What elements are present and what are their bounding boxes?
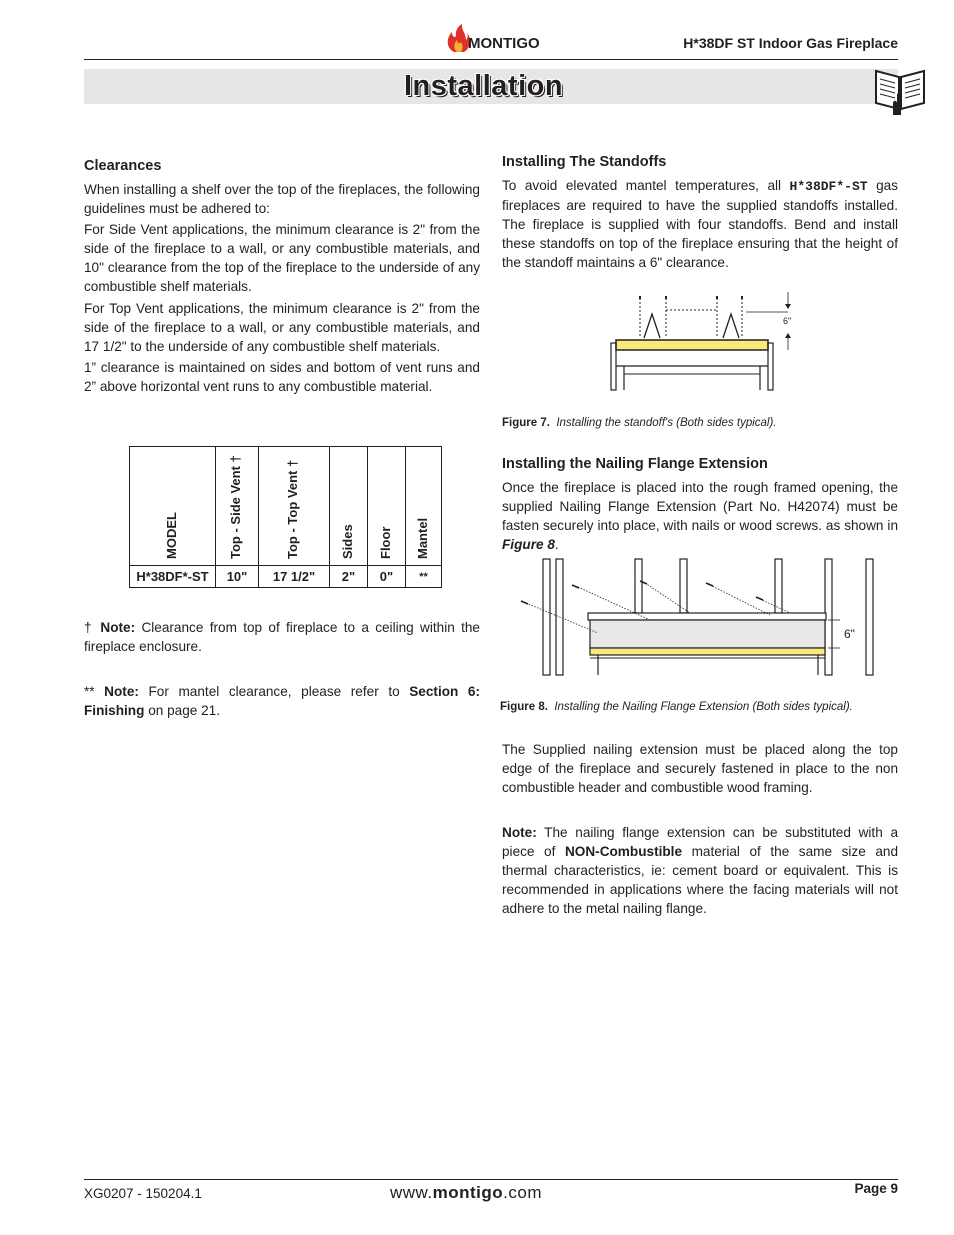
table-header-cell: Floor (368, 447, 406, 566)
section-title: Installation (404, 70, 564, 102)
ceiling-clearance-note: † Note: Clearance from top of fireplace to a ceiling within the fireplace enclosure. (84, 620, 480, 654)
open-manual-icon (873, 65, 927, 117)
figure-8-caption: Figure 8. Installing the Nailing Flange Extension (Both sides typical). (500, 701, 853, 713)
table-header-cell: MODEL (130, 447, 216, 566)
table-cell: 0" (368, 566, 406, 588)
section-6-reference: Section 6: Finishing (84, 684, 480, 718)
header-rule (84, 59, 898, 60)
nailing-extension-placement-paragraph: The Supplied nailing extension must be placed along the top edge of the fireplace and securely fastened in place to the non combustible header and combustible wood framing. (502, 742, 898, 795)
table-cell: 2" (330, 566, 368, 588)
standoffs-paragraph: To avoid elevated mantel temperatures, all H*38DF*-ST gas fireplaces are required to have the supplied standoffs installed. The fireplace is supplied with four standoffs. Bend and install these standoffs on top of the fireplace ensuring that the height of the standoff maintains a 6" clearance. (502, 178, 898, 270)
nailing-flange-paragraph: Once the fireplace is placed into the rough framed opening, the supplied Nailing Flange Extension (Part No. H42074) must be fasten securely into place, with nails or wood screws. as shown in Figure 8. (502, 480, 898, 552)
clearances-paragraph-1: When installing a shelf over the top of the fireplaces, the following guidelines must be adhered to: (84, 182, 480, 216)
section-banner (84, 69, 898, 104)
table-header-cell: Mantel (406, 447, 442, 566)
clearances-paragraph-top-vent: For Top Vent applications, the minimum clearance is 2" from the side of the fireplace to a wall, or any combustible materials, and 17 1/2" to the underside of any combustible shelf materials. (84, 301, 480, 354)
clearance-table (129, 446, 442, 588)
standoffs-heading: Installing The Standoffs (502, 154, 667, 170)
montigo-logo (440, 22, 550, 58)
clearances-paragraph-vent-runs: 1” clearance is maintained on sides and bottom of vent runs and 2” above horizontal vent runs to any combustible material. (84, 360, 480, 394)
table-cell: ** (406, 566, 442, 588)
standoff-clearance-dimension: 6" (783, 316, 792, 326)
document-title: H*38DF ST Indoor Gas Fireplace (683, 35, 898, 51)
figure-8-reference: Figure 8 (502, 537, 555, 552)
nailing-flange-heading: Installing the Nailing Flange Extension (502, 456, 768, 472)
montigo-logo-wordmark: MONTIGO (468, 35, 540, 52)
model-number: H*38DF*-ST (789, 179, 868, 194)
nailing-flange-dimension: 6" (844, 627, 855, 641)
footer-rule (84, 1179, 898, 1180)
table-row (130, 566, 442, 588)
table-header-cell: Sides (330, 447, 368, 566)
table-cell: 10" (216, 566, 259, 588)
table-header-cell: Top - Top Vent † (259, 447, 330, 566)
non-combustible-note: Note: The nailing flange extension can be substituted with a piece of NON-Combustible material of the same size and thermal characteristics, ie: cement board or equivalent. This is recommended in applications where the facing materials will not adhere to the metal nailing flange. (502, 825, 899, 916)
table-header-cell: Top - Side Vent † (216, 447, 259, 566)
clearances-paragraph-side-vent: For Side Vent applications, the minimum clearance is 2" from the side of the fireplace to a wall, or any combustible materials, and 10" clearance from the top of the fireplace to the underside of any combustible shelf materials. (84, 222, 480, 294)
website-url: www.montigo.com (390, 1183, 543, 1202)
page-number: Page 9 (854, 1181, 898, 1196)
non-combustible-term: NON-Combustible (564, 844, 683, 859)
table-header-row (130, 447, 442, 566)
nailing-flange-diagram (510, 555, 880, 680)
mantel-clearance-note: ** Note: For mantel clearance, please refer to Section 6: Finishing on page 21. (84, 684, 480, 718)
standoff-diagram (600, 290, 810, 395)
table-cell: H*38DF*-ST (130, 566, 216, 588)
table-cell: 17 1/2" (259, 566, 330, 588)
document-code: XG0207 - 150204.1 (84, 1186, 202, 1201)
figure-7-caption: Figure 7. Installing the standoff's (Both sides typical). (502, 417, 777, 429)
clearances-heading: Clearances (84, 158, 162, 174)
